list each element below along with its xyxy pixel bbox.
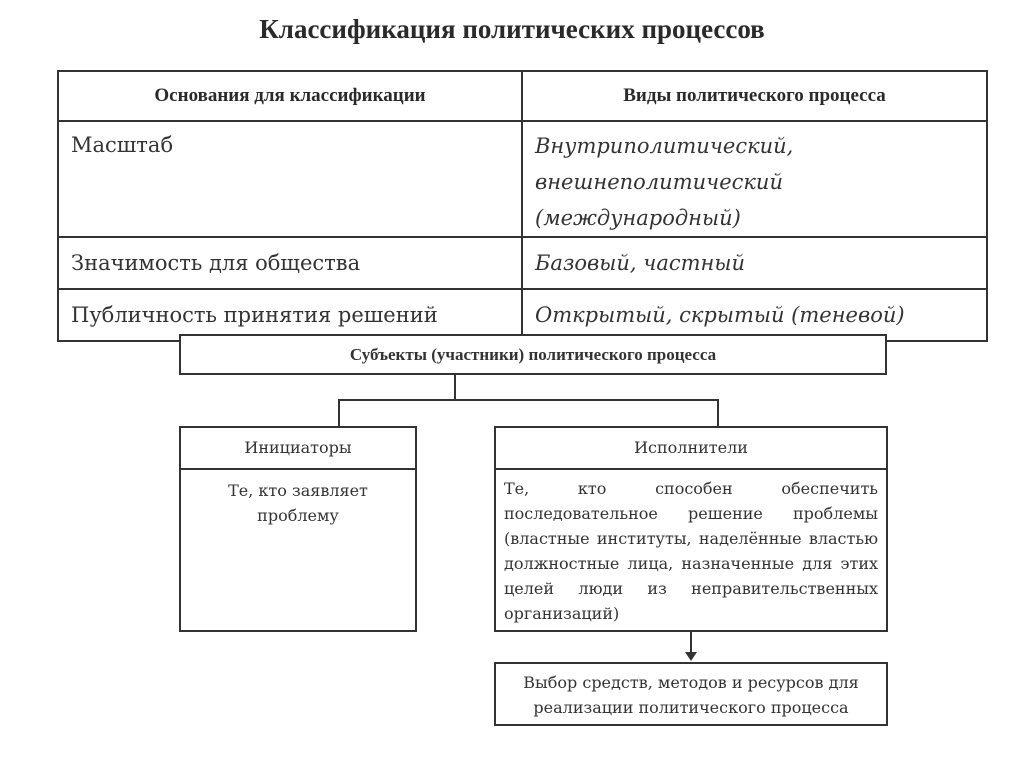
connector-horizontal — [338, 399, 719, 401]
executors-title — [496, 428, 886, 470]
row-types: Открытый, скрытый (теневой) — [522, 289, 987, 341]
table-header-row — [58, 71, 987, 121]
arrow-shaft — [690, 632, 692, 654]
row-basis: Значимость для общества — [58, 237, 522, 289]
executors-title-text: Исполнители — [634, 438, 748, 457]
connector-left-drop — [338, 399, 340, 427]
executors-box — [494, 426, 888, 632]
row-types: Внутриполитический, внешнеполитический (международный) — [522, 121, 987, 237]
means-text: Выбор средств, методов и ресурсов для реализации политического процесса — [523, 673, 859, 717]
column-header-types: Виды политического процесса — [522, 71, 987, 121]
classification-table — [57, 70, 988, 342]
initiators-title-text: Инициаторы — [244, 438, 352, 457]
initiators-text: Те, кто заявляет проблему — [228, 481, 368, 525]
subjects-box — [179, 334, 887, 375]
column-header-basis: Основания для классификации — [58, 71, 522, 121]
table-row — [58, 237, 987, 289]
row-basis: Масштаб — [58, 121, 522, 237]
row-types: Базовый, частный — [522, 237, 987, 289]
subjects-label: Субъекты (участники) политического процесса — [349, 345, 717, 364]
page-title: Классификация политических процессов — [259, 14, 765, 44]
connector-right-drop — [717, 399, 719, 427]
row-basis: Публичность принятия решений — [58, 289, 522, 341]
means-box — [494, 662, 888, 726]
connector-stem — [454, 375, 456, 401]
initiators-box — [179, 426, 417, 632]
arrow-head-icon — [685, 652, 697, 661]
initiators-title — [181, 428, 415, 470]
executors-text: Те, кто способен обеспечить последовательное решение проблемы (властные институты, наделённые властью должностные лица, назначенные для этих целей люди из неправительственных организаций) — [504, 479, 878, 623]
table-row — [58, 121, 987, 237]
